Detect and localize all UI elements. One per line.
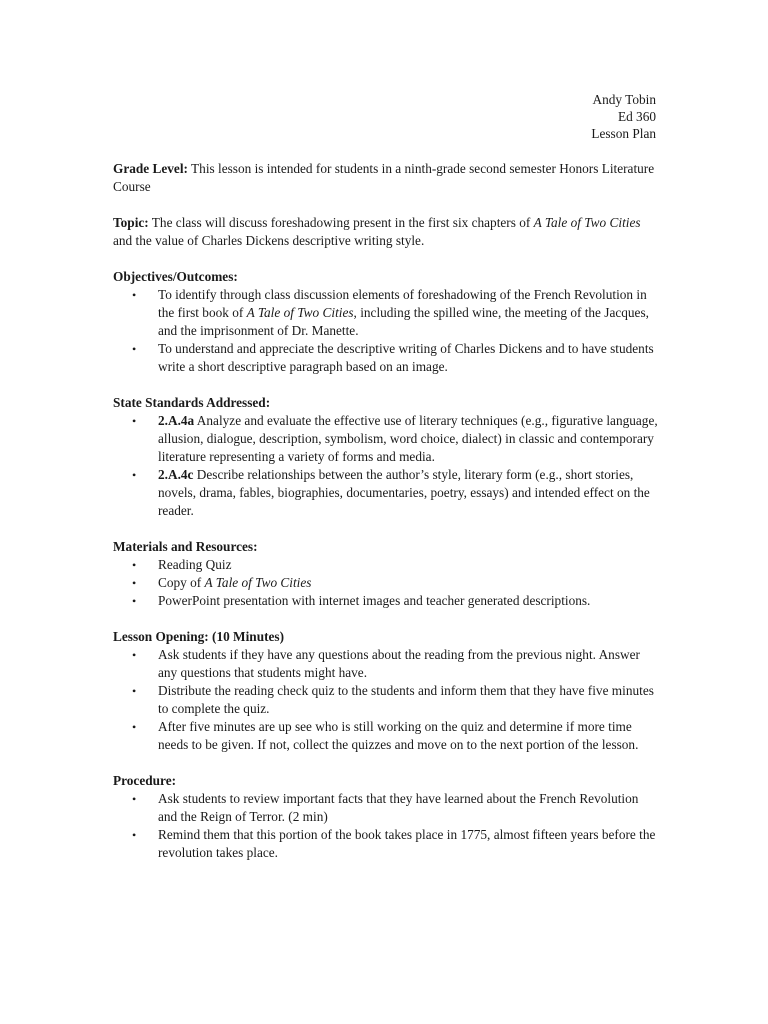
standard-text: Analyze and evaluate the effective use of literary techniques (e.g., figurative language, allusion, dialogue, description, symbolism, word choice, dialect) in classic and contemporary literature representing a variety of forms and media.: [158, 413, 658, 464]
course-code: Ed 360: [617, 109, 656, 124]
standard-text: Describe relationships between the author’s style, literary form (e.g., short stories, novels, drama, fables, biographies, documentaries, poetry, essays) and intended effect on the reader.: [158, 467, 650, 518]
objective-text: To understand and appreciate the descriptive writing of Charles Dickens and to have students write a short descriptive paragraph based on an image.: [158, 341, 654, 374]
materials-list: [113, 556, 658, 610]
list-item: [113, 592, 658, 610]
opening-step-text: Ask students if they have any questions about the reading from the previous night. Answer any questions that students might have.: [158, 647, 640, 680]
bullet: •: [132, 594, 137, 608]
grade-level-paragraph: [113, 160, 658, 196]
topic-text-end: and the value of Charles Dickens descriptive writing style.: [113, 233, 425, 248]
bullet: •: [132, 558, 137, 572]
bullet: •: [132, 792, 137, 806]
standards-section: [113, 394, 658, 520]
bullet: •: [132, 468, 137, 482]
standards-heading: State Standards Addressed:: [113, 395, 271, 410]
grade-level-label: Grade Level:: [113, 161, 188, 176]
bullet: •: [132, 288, 137, 302]
list-item: [113, 646, 658, 682]
bullet: •: [132, 648, 137, 662]
bullet: •: [132, 684, 137, 698]
bullet: •: [132, 828, 137, 842]
material-text: Copy of: [158, 575, 205, 590]
document-body: [113, 160, 658, 880]
procedure-step-text: Remind them that this portion of the book takes place in 1775, almost fifteen years before the revolution takes place.: [158, 827, 656, 860]
standard-code: 2.A.4c: [158, 467, 194, 482]
topic-label: Topic:: [113, 215, 149, 230]
procedure-heading: Procedure:: [113, 773, 177, 788]
material-text: PowerPoint presentation with internet images and teacher generated descriptions.: [158, 593, 591, 608]
objective-book-title: A Tale of Two Cities: [246, 305, 354, 320]
list-item: [113, 556, 658, 574]
opening-heading: Lesson Opening: (10 Minutes): [113, 629, 285, 644]
objectives-section: [113, 268, 658, 376]
material-text: Reading Quiz: [158, 557, 232, 572]
list-item: [113, 340, 658, 376]
document-header: [591, 91, 656, 142]
list-item: [113, 826, 658, 862]
bullet: •: [132, 342, 137, 356]
list-item: [113, 286, 658, 340]
bullet: •: [132, 720, 137, 734]
topic-book-title: A Tale of Two Cities: [533, 215, 641, 230]
procedure-list: [113, 790, 658, 862]
standard-code: 2.A.4a: [158, 413, 195, 428]
procedure-step-text: Ask students to review important facts that they have learned about the French Revolution and the Reign of Terror. (2 min): [158, 791, 639, 824]
objective-text-end: , including the spilled wine, the meeting of the Jacques, and the imprisonment of Dr. Manette.: [158, 305, 649, 338]
list-item: [113, 718, 658, 754]
bullet: •: [132, 576, 137, 590]
standards-list: [113, 412, 658, 520]
bullet: •: [132, 414, 137, 428]
objectives-list: [113, 286, 658, 376]
list-item: [113, 466, 658, 520]
objective-text: To identify through class discussion elements of foreshadowing of the French Revolution in the first book of: [158, 287, 647, 320]
procedure-section: [113, 772, 658, 862]
materials-heading: Materials and Resources:: [113, 539, 258, 554]
document-type: Lesson Plan: [591, 126, 656, 141]
topic-text: The class will discuss foreshadowing present in the first six chapters of: [148, 215, 534, 230]
list-item: [113, 682, 658, 718]
opening-section: [113, 628, 658, 754]
opening-list: [113, 646, 658, 754]
materials-section: [113, 538, 658, 610]
list-item: [113, 412, 658, 466]
grade-level-text: This lesson is intended for students in a ninth-grade second semester Honors Literature Course: [113, 161, 655, 194]
objectives-heading: Objectives/Outcomes:: [113, 269, 238, 284]
list-item: [113, 574, 658, 592]
list-item: [113, 790, 658, 826]
material-book-title: A Tale of Two Cities: [204, 575, 312, 590]
opening-step-text: Distribute the reading check quiz to the students and inform them that they have five minutes to complete the quiz.: [158, 683, 654, 716]
topic-paragraph: [113, 214, 658, 250]
author-name: Andy Tobin: [592, 92, 656, 107]
opening-step-text: After five minutes are up see who is still working on the quiz and determine if more time needs to be given. If not, collect the quizzes and move on to the next portion of the lesson.: [158, 719, 639, 752]
